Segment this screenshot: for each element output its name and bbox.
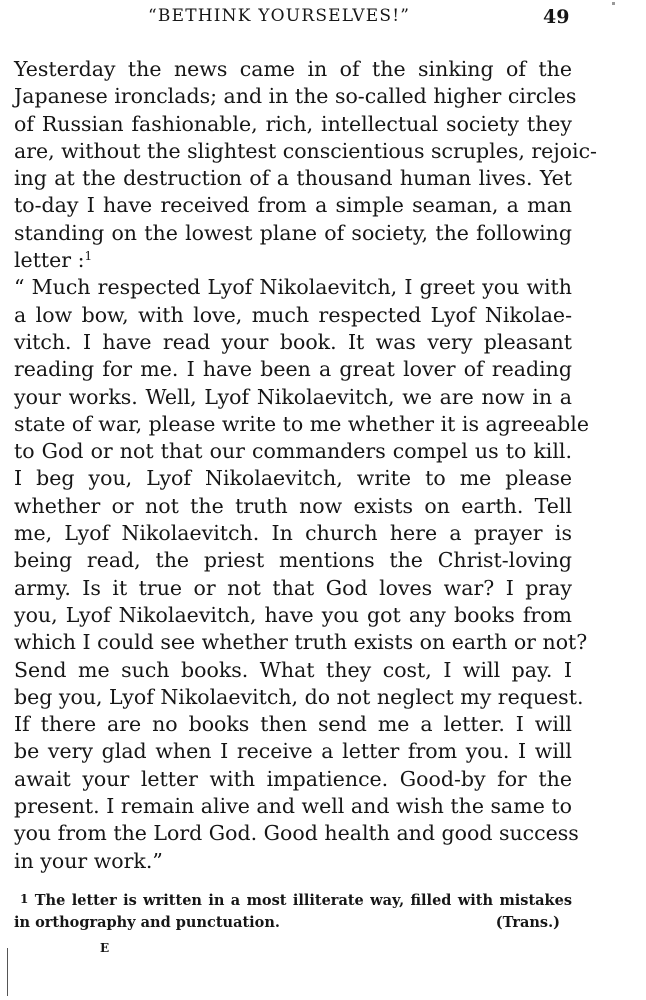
text-line: to God or not that our commanders compel us to kill. bbox=[14, 439, 572, 464]
footnote-text: in orthography and punctuation. bbox=[14, 914, 280, 931]
footnote-text: The letter is written in a most illiterate way, filled with mistakes bbox=[34, 892, 572, 909]
body-text bbox=[14, 56, 597, 875]
text-line: state of war, please write to me whether it is agreeable bbox=[14, 411, 589, 436]
text-line: be very glad when I receive a letter from you. I will bbox=[14, 739, 572, 764]
text-line: Yesterday the news came in of the sinking of the bbox=[14, 57, 572, 81]
text-line: “ Much respected Lyof Nikolaevitch, I greet you with bbox=[14, 275, 572, 300]
text-line: If there are no books then send me a letter. I will bbox=[14, 712, 572, 737]
footnote-line bbox=[14, 912, 572, 934]
text-line: a low bow, with love, much respected Lyof Nikolae- bbox=[14, 302, 572, 327]
text-line: vitch. I have read your book. It was very pleasant bbox=[14, 329, 572, 354]
text-line: standing on the lowest plane of society, the following bbox=[14, 220, 572, 245]
text-line: of Russian fashionable, rich, intellectual society they bbox=[14, 111, 572, 136]
text-line: I beg you, Lyof Nikolaevitch, write to me please bbox=[14, 466, 572, 491]
text-line: you, Lyof Nikolaevitch, have you got any books from bbox=[14, 602, 572, 627]
text-line: Send me such books. What they cost, I will pay. I bbox=[14, 657, 572, 682]
footnote bbox=[14, 890, 572, 934]
text-line-with-note bbox=[14, 247, 572, 274]
footnote-marker: 1 bbox=[20, 892, 29, 906]
running-head: “BETHINK YOURSELVES!” bbox=[148, 6, 411, 26]
text-line: letter : bbox=[14, 248, 85, 273]
text-line: me, Lyof Nikolaevitch. In church here a prayer is bbox=[14, 521, 572, 546]
page-header bbox=[0, 6, 646, 36]
printer-signature-mark: E bbox=[100, 941, 110, 955]
text-line: in your work.” bbox=[14, 848, 163, 873]
text-line: are, without the slightest conscientious scruples, rejoic- bbox=[14, 138, 597, 163]
margin-rule bbox=[7, 948, 8, 996]
text-line: which I could see whether truth exists on earth or not? bbox=[14, 630, 588, 655]
text-line: to-day I have received from a simple seaman, a man bbox=[14, 193, 572, 218]
text-line: ing at the destruction of a thousand human lives. Yet bbox=[14, 166, 572, 191]
text-line: you from the Lord God. Good health and good success bbox=[14, 821, 579, 846]
page-number: 49 bbox=[543, 6, 570, 28]
scan-speck bbox=[612, 2, 615, 5]
text-line: reading for me. I have been a great lover of reading bbox=[14, 357, 572, 382]
translator-credit: (Trans.) bbox=[495, 914, 560, 931]
text-line: Japanese ironclads; and in the so-called higher circles bbox=[14, 84, 577, 109]
text-line: army. Is it true or not that God loves war? I pray bbox=[14, 575, 572, 600]
text-line: your works. Well, Lyof Nikolaevitch, we are now in a bbox=[14, 384, 572, 409]
text-line: await your letter with impatience. Good-by for the bbox=[14, 766, 572, 791]
footnote-reference: 1 bbox=[84, 249, 93, 264]
footnote-line bbox=[14, 890, 572, 912]
text-line: being read, the priest mentions the Christ-loving bbox=[14, 548, 572, 573]
text-line: present. I remain alive and well and wish the same to bbox=[14, 794, 572, 819]
text-line: whether or not the truth now exists on earth. Tell bbox=[14, 493, 572, 518]
text-line: beg you, Lyof Nikolaevitch, do not neglect my request. bbox=[14, 684, 584, 709]
